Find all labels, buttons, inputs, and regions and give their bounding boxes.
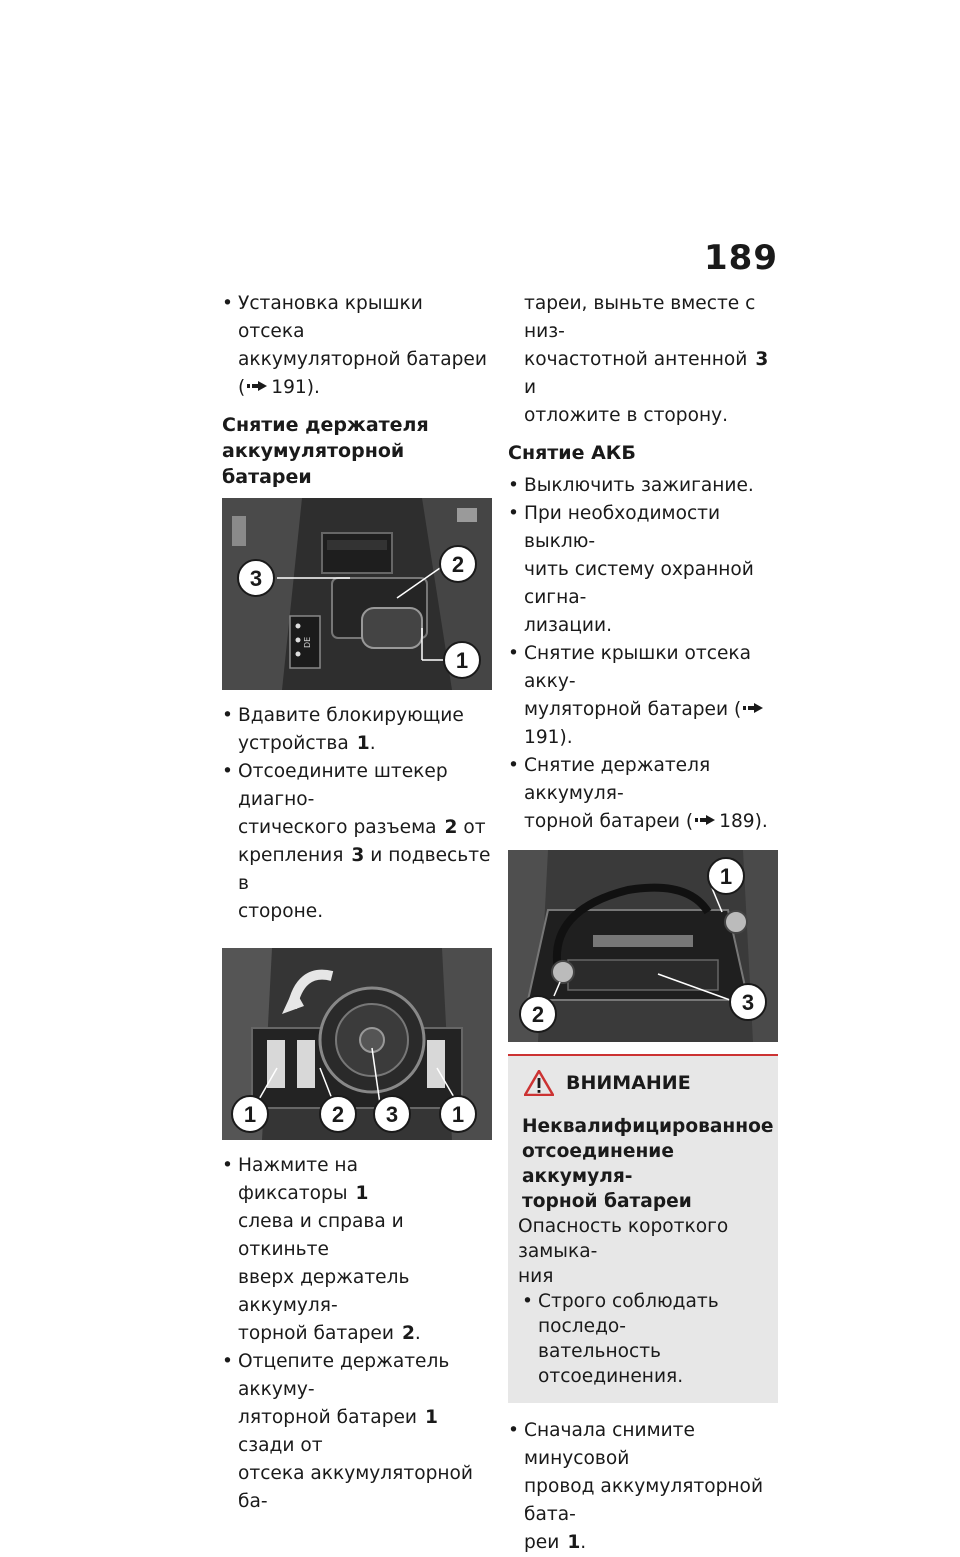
ref-number: 3 (755, 349, 769, 370)
page-ref-arrow-icon (743, 703, 763, 713)
step-remove-holder: • Снятие держателя аккумуля- торной батареи ( 189). (508, 752, 778, 836)
figure-battery-terminals (508, 850, 778, 1042)
ref-number: 1 (567, 1532, 581, 1553)
step-remove-cover: • Снятие крышки отсека акку- муляторной батареи (191). (508, 640, 778, 752)
ref-number: 3 (351, 845, 365, 866)
intro-bullet: • Установка крышки отсека аккумуляторной батареи ( 191). (222, 290, 492, 402)
warning-subject: Неквалифицированное отсоединение аккумуля- торной батареи (522, 1116, 774, 1212)
callout-2: 2 (331, 1102, 345, 1127)
warning-instruction: • Строго соблюдать последо- вательность отсоединения. (522, 1289, 766, 1389)
ref-number: 1 (356, 733, 370, 754)
connector-label: DE (303, 636, 312, 648)
step-remove-negative: • Сначала снимите минусовой провод аккумуляторной бата- реи 1. (508, 1417, 778, 1557)
section-heading-battery-removal: Снятие АКБ (508, 442, 636, 464)
page-ref-link[interactable]: 189). (719, 811, 768, 832)
warning-box (508, 1054, 778, 1403)
warning-triangle-icon (524, 1070, 554, 1096)
callout-1-left: 1 (243, 1102, 257, 1127)
warning-title: ВНИМАНИЕ (566, 1072, 691, 1094)
warning-description: Опасность короткого замыка- ния (518, 1216, 729, 1287)
figure-diagnostic-connector (222, 498, 492, 690)
step-disconnect-plug: • Отсоедините штекер диагно- стического разъема 2 от крепления 3 и подвесьте в стороне. (222, 758, 492, 926)
page-ref-link[interactable]: 191). (524, 727, 573, 748)
step-ignition-off: • Выключить зажигание. (508, 472, 778, 500)
callout-3: 3 (249, 566, 263, 591)
callout-1: 1 (719, 864, 733, 889)
ref-number: 2 (444, 817, 458, 838)
continued-text: тареи, выньте вместе с низ- кочастотной антенной 3 и отложите в сторону. (524, 293, 769, 426)
right-column (508, 290, 778, 1557)
callout-1-right: 1 (451, 1102, 465, 1127)
left-column (222, 290, 492, 1516)
step-press-clips: • Нажмите на фиксаторы 1 слева и справа и откиньте вверх держатель аккумуля- торной батареи 2. (222, 1152, 492, 1348)
figure-battery-holder (222, 948, 492, 1140)
callout-2: 2 (531, 1002, 545, 1027)
step-press-locks: • Вдавите блокирующие устройства 1. (222, 702, 492, 758)
page-ref-link[interactable]: 191). (271, 377, 320, 398)
callout-2: 2 (451, 552, 465, 577)
page-ref-arrow-icon (695, 815, 715, 825)
ref-number: 2 (401, 1323, 415, 1344)
step-alarm-off: • При необходимости выклю- чить систему охранной сигна- лизации. (508, 500, 778, 640)
section-heading-holder-removal: Снятие держателя аккумуляторной батареи (222, 414, 429, 488)
callout-3: 3 (385, 1102, 399, 1127)
page-number: 189 (704, 238, 778, 278)
callout-1: 1 (455, 648, 469, 673)
step-unhook-holder: • Отцепите держатель аккуму- ляторной батареи 1 сзади от отсека аккумуляторной ба- (222, 1348, 492, 1516)
page-ref-arrow-icon (247, 381, 267, 391)
ref-number: 1 (355, 1183, 369, 1204)
warning-title-row (524, 1070, 766, 1096)
callout-3: 3 (741, 990, 755, 1015)
ref-number: 1 (425, 1407, 438, 1428)
